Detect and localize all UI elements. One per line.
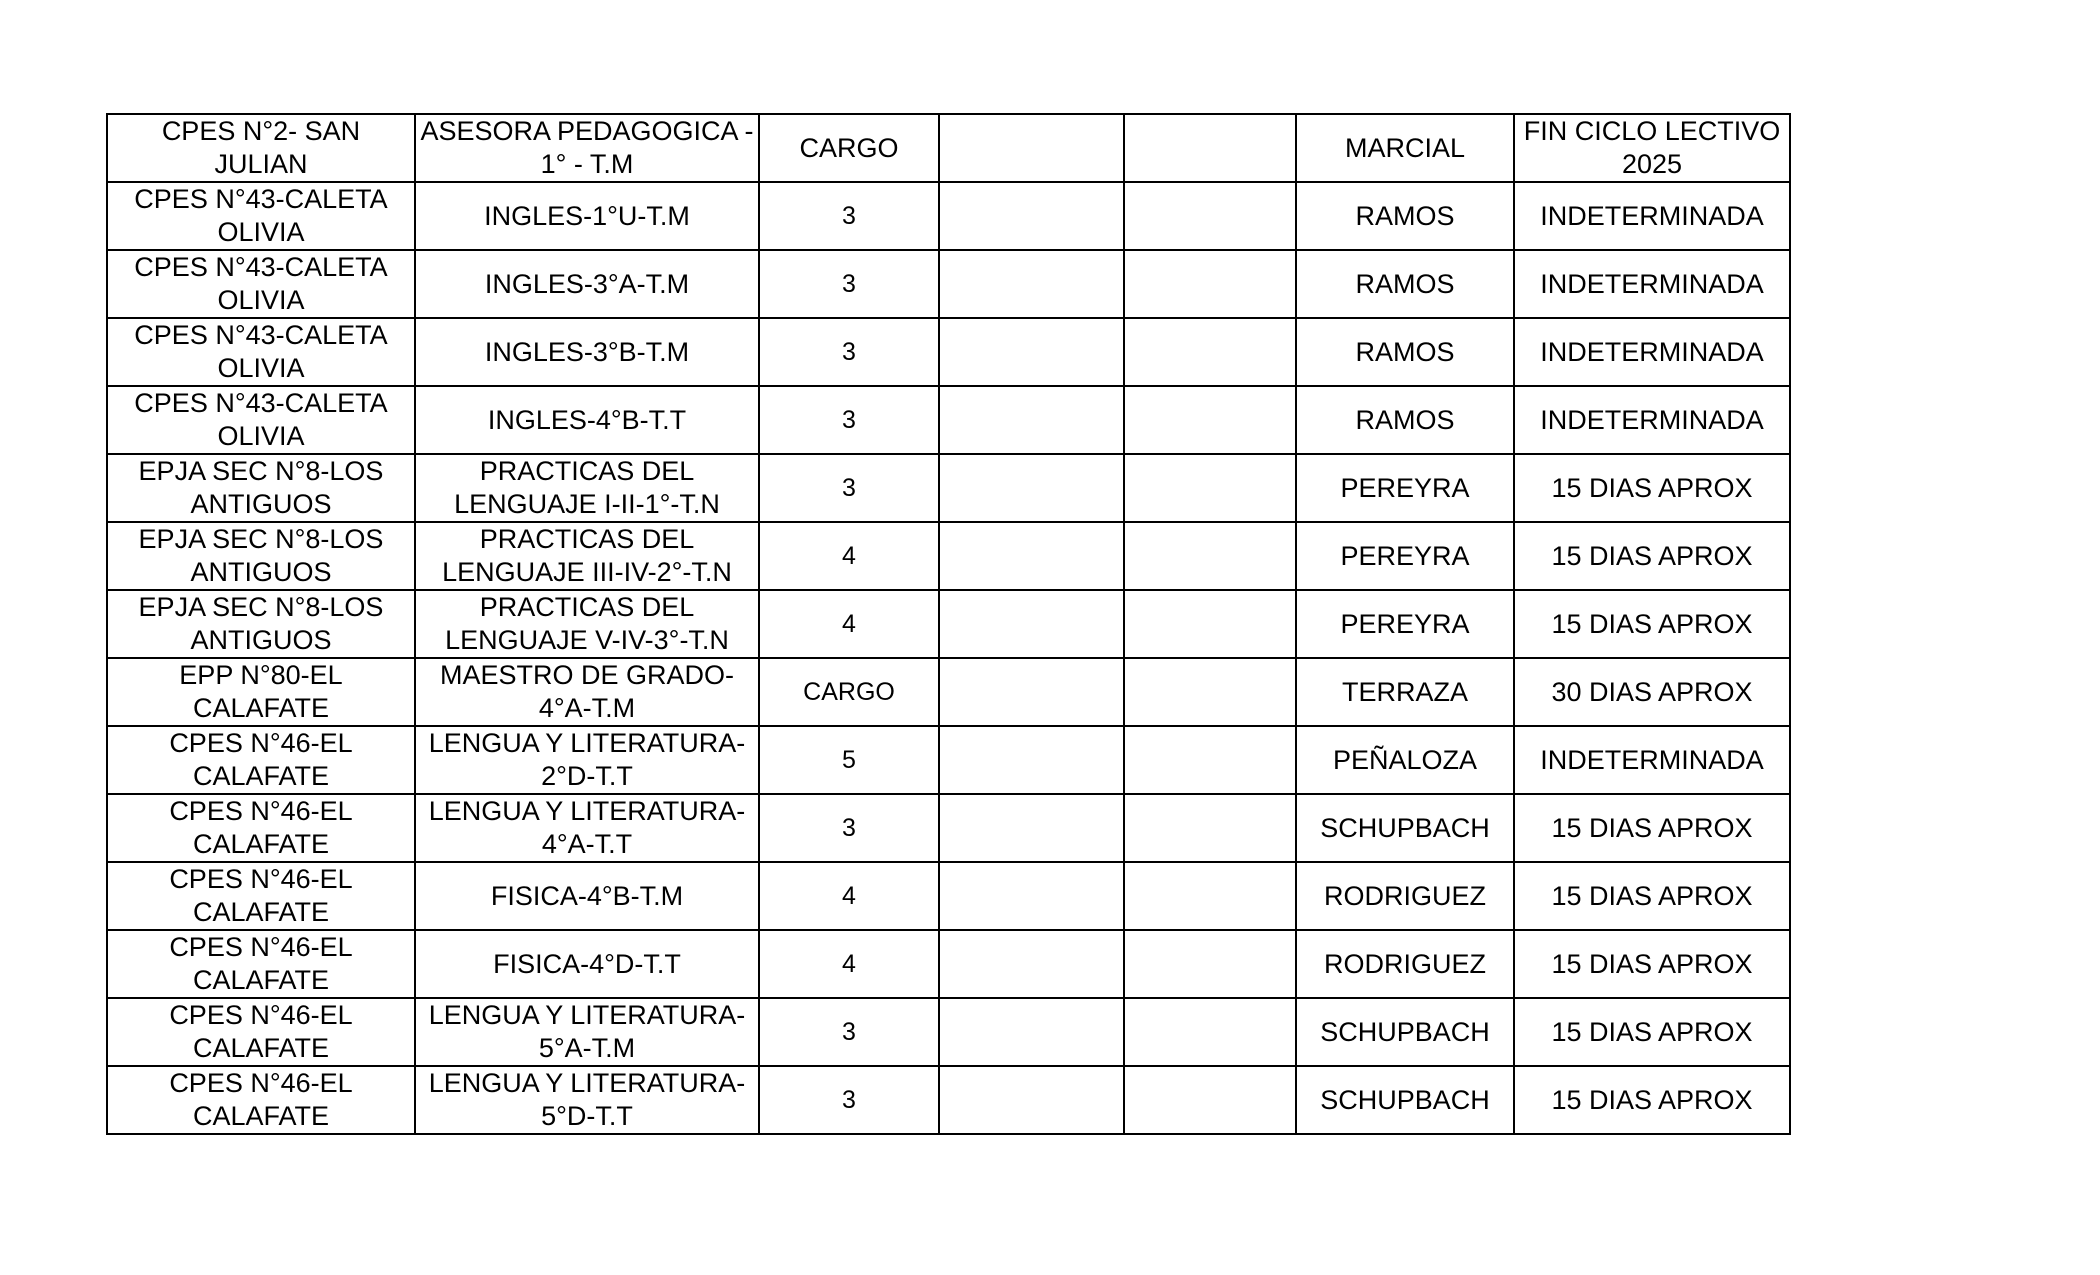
school-cell[interactable]: EPJA SEC N°8-LOS ANTIGUOS (107, 454, 415, 522)
school-cell[interactable]: CPES N°46-EL CALAFATE (107, 1066, 415, 1134)
hours-cell[interactable]: 4 (759, 522, 939, 590)
subject-cell[interactable]: PRACTICAS DEL LENGUAJE III-IV-2°-T.N (415, 522, 759, 590)
duration-cell[interactable]: INDETERMINADA (1514, 182, 1790, 250)
hours-cell[interactable]: 3 (759, 182, 939, 250)
blank-cell[interactable] (939, 590, 1124, 658)
duration-cell[interactable]: 15 DIAS APROX (1514, 590, 1790, 658)
blank-cell[interactable] (939, 386, 1124, 454)
blank-cell[interactable] (939, 930, 1124, 998)
table-row (107, 794, 1790, 862)
table-row (107, 590, 1790, 658)
table-row (107, 930, 1790, 998)
subject-cell[interactable]: FISICA-4°B-T.M (415, 862, 759, 930)
blank-cell[interactable] (1124, 726, 1296, 794)
hours-cell[interactable]: 3 (759, 794, 939, 862)
blank-cell[interactable] (939, 794, 1124, 862)
school-cell[interactable]: CPES N°46-EL CALAFATE (107, 794, 415, 862)
teacher-cell[interactable]: RAMOS (1296, 182, 1514, 250)
hours-cell[interactable]: 4 (759, 930, 939, 998)
teacher-cell[interactable]: PEÑALOZA (1296, 726, 1514, 794)
table-row (107, 386, 1790, 454)
blank-cell[interactable] (939, 998, 1124, 1066)
subject-cell[interactable]: FISICA-4°D-T.T (415, 930, 759, 998)
table-row (107, 454, 1790, 522)
duration-cell[interactable]: 15 DIAS APROX (1514, 794, 1790, 862)
subject-cell[interactable]: LENGUA Y LITERATURA-5°D-T.T (415, 1066, 759, 1134)
hours-cell[interactable]: 3 (759, 998, 939, 1066)
teacher-cell[interactable]: SCHUPBACH (1296, 794, 1514, 862)
duration-cell[interactable]: 15 DIAS APROX (1514, 454, 1790, 522)
hours-cell[interactable]: 3 (759, 1066, 939, 1134)
duration-cell[interactable]: 30 DIAS APROX (1514, 658, 1790, 726)
teacher-cell[interactable]: PEREYRA (1296, 590, 1514, 658)
teacher-cell[interactable]: MARCIAL (1296, 114, 1514, 182)
teacher-cell[interactable]: SCHUPBACH (1296, 998, 1514, 1066)
school-cell[interactable]: CPES N°46-EL CALAFATE (107, 862, 415, 930)
table-row (107, 658, 1790, 726)
blank-cell[interactable] (939, 1066, 1124, 1134)
duration-cell[interactable]: INDETERMINADA (1514, 250, 1790, 318)
school-cell[interactable]: EPJA SEC N°8-LOS ANTIGUOS (107, 590, 415, 658)
blank-cell[interactable] (1124, 862, 1296, 930)
subject-cell[interactable]: MAESTRO DE GRADO-4°A-T.M (415, 658, 759, 726)
blank-cell[interactable] (1124, 386, 1296, 454)
hours-cell[interactable]: CARGO (759, 114, 939, 182)
subject-cell[interactable]: LENGUA Y LITERATURA-4°A-T.T (415, 794, 759, 862)
blank-cell[interactable] (939, 522, 1124, 590)
school-cell[interactable]: CPES N°46-EL CALAFATE (107, 726, 415, 794)
subject-cell[interactable]: INGLES-3°A-T.M (415, 250, 759, 318)
table-row (107, 522, 1790, 590)
teacher-cell[interactable]: RODRIGUEZ (1296, 862, 1514, 930)
blank-cell[interactable] (1124, 250, 1296, 318)
subject-cell[interactable]: ASESORA PEDAGOGICA - 1° - T.M (415, 114, 759, 182)
vacancies-table (106, 113, 1791, 1135)
blank-cell[interactable] (939, 250, 1124, 318)
table-body (107, 114, 1790, 1134)
blank-cell[interactable] (1124, 454, 1296, 522)
teacher-cell[interactable]: RAMOS (1296, 250, 1514, 318)
subject-cell[interactable]: LENGUA Y LITERATURA-5°A-T.M (415, 998, 759, 1066)
table-row (107, 318, 1790, 386)
blank-cell[interactable] (1124, 930, 1296, 998)
table-row (107, 182, 1790, 250)
school-cell[interactable]: CPES N°2- SAN JULIAN (107, 114, 415, 182)
blank-cell[interactable] (1124, 658, 1296, 726)
school-cell[interactable]: CPES N°43-CALETA OLIVIA (107, 182, 415, 250)
blank-cell[interactable] (1124, 590, 1296, 658)
table-row (107, 998, 1790, 1066)
blank-cell[interactable] (1124, 318, 1296, 386)
hours-cell[interactable]: 3 (759, 250, 939, 318)
school-cell[interactable]: CPES N°46-EL CALAFATE (107, 930, 415, 998)
table-row (107, 862, 1790, 930)
subject-cell[interactable]: INGLES-4°B-T.T (415, 386, 759, 454)
school-cell[interactable]: CPES N°43-CALETA OLIVIA (107, 386, 415, 454)
subject-cell[interactable]: PRACTICAS DEL LENGUAJE V-IV-3°-T.N (415, 590, 759, 658)
teacher-cell[interactable]: PEREYRA (1296, 522, 1514, 590)
duration-cell[interactable]: 15 DIAS APROX (1514, 998, 1790, 1066)
blank-cell[interactable] (939, 318, 1124, 386)
blank-cell[interactable] (939, 658, 1124, 726)
hours-cell[interactable]: 4 (759, 862, 939, 930)
hours-cell[interactable]: 4 (759, 590, 939, 658)
teacher-cell[interactable]: TERRAZA (1296, 658, 1514, 726)
table-row (107, 250, 1790, 318)
blank-cell[interactable] (1124, 522, 1296, 590)
duration-cell[interactable]: INDETERMINADA (1514, 318, 1790, 386)
blank-cell[interactable] (1124, 998, 1296, 1066)
duration-cell[interactable]: FIN CICLO LECTIVO 2025 (1514, 114, 1790, 182)
teacher-cell[interactable]: SCHUPBACH (1296, 1066, 1514, 1134)
duration-cell[interactable]: 15 DIAS APROX (1514, 862, 1790, 930)
blank-cell[interactable] (1124, 1066, 1296, 1134)
table-row (107, 1066, 1790, 1134)
school-cell[interactable]: EPJA SEC N°8-LOS ANTIGUOS (107, 522, 415, 590)
school-cell[interactable]: CPES N°46-EL CALAFATE (107, 998, 415, 1066)
blank-cell[interactable] (939, 454, 1124, 522)
duration-cell[interactable]: 15 DIAS APROX (1514, 930, 1790, 998)
blank-cell[interactable] (939, 182, 1124, 250)
blank-cell[interactable] (1124, 114, 1296, 182)
duration-cell[interactable]: INDETERMINADA (1514, 386, 1790, 454)
hours-cell[interactable]: 5 (759, 726, 939, 794)
blank-cell[interactable] (939, 726, 1124, 794)
blank-cell[interactable] (939, 114, 1124, 182)
duration-cell[interactable]: 15 DIAS APROX (1514, 1066, 1790, 1134)
teacher-cell[interactable]: PEREYRA (1296, 454, 1514, 522)
blank-cell[interactable] (939, 862, 1124, 930)
subject-cell[interactable]: INGLES-3°B-T.M (415, 318, 759, 386)
school-cell[interactable]: CPES N°43-CALETA OLIVIA (107, 318, 415, 386)
hours-cell[interactable]: 3 (759, 386, 939, 454)
blank-cell[interactable] (1124, 182, 1296, 250)
duration-cell[interactable]: 15 DIAS APROX (1514, 522, 1790, 590)
spreadsheet-sheet (106, 113, 1791, 1135)
hours-cell[interactable]: CARGO (759, 658, 939, 726)
teacher-cell[interactable]: RODRIGUEZ (1296, 930, 1514, 998)
teacher-cell[interactable]: RAMOS (1296, 318, 1514, 386)
table-row (107, 114, 1790, 182)
subject-cell[interactable]: INGLES-1°U-T.M (415, 182, 759, 250)
subject-cell[interactable]: PRACTICAS DEL LENGUAJE I-II-1°-T.N (415, 454, 759, 522)
school-cell[interactable]: CPES N°43-CALETA OLIVIA (107, 250, 415, 318)
hours-cell[interactable]: 3 (759, 318, 939, 386)
teacher-cell[interactable]: RAMOS (1296, 386, 1514, 454)
hours-cell[interactable]: 3 (759, 454, 939, 522)
duration-cell[interactable]: INDETERMINADA (1514, 726, 1790, 794)
school-cell[interactable]: EPP N°80-EL CALAFATE (107, 658, 415, 726)
subject-cell[interactable]: LENGUA Y LITERATURA-2°D-T.T (415, 726, 759, 794)
table-row (107, 726, 1790, 794)
blank-cell[interactable] (1124, 794, 1296, 862)
